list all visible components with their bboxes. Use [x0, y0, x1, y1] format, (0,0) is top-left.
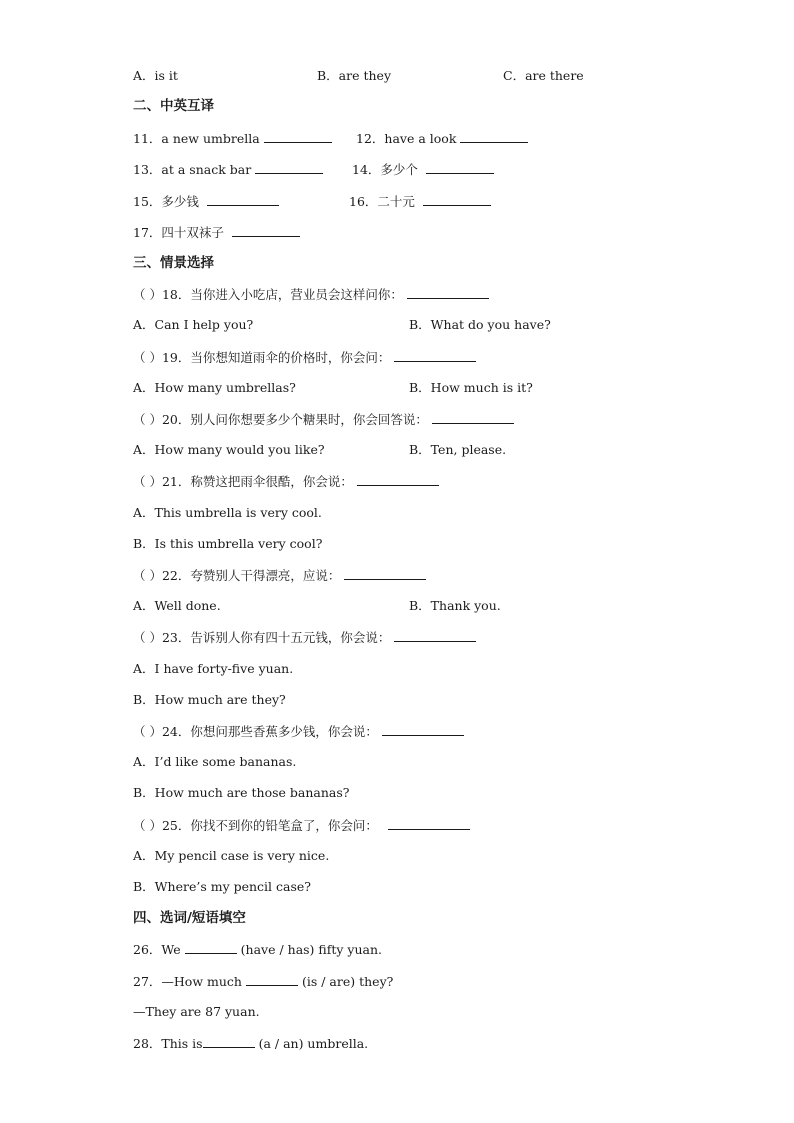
answer-blank[interactable]	[394, 349, 476, 362]
question-15	[133, 193, 279, 210]
answer-blank[interactable]	[357, 473, 439, 486]
choice-a: A．I’d like some bananas.	[133, 754, 297, 769]
choice-a: A．Can I help you?	[133, 317, 254, 332]
answer-blank[interactable]	[185, 941, 237, 954]
question-stem: 20．别人问你想要多少个糖果时，你会回答说：	[161, 412, 428, 427]
question-27	[133, 973, 393, 990]
question-stem: 19．当你想知道雨伞的价格时，你会问：	[161, 350, 391, 365]
question-21	[133, 473, 439, 490]
answer-blank[interactable]	[423, 193, 491, 206]
question-23	[133, 629, 476, 646]
choice-b: B．Thank you.	[409, 598, 501, 613]
question-12	[356, 130, 528, 147]
choice-a: A．My pencil case is very nice.	[133, 848, 330, 863]
question-18	[133, 286, 489, 303]
question-text: (have / has) fifty yuan.	[240, 942, 383, 957]
question-stem: 24．你想问那些香蕉多少钱，你会说：	[161, 724, 378, 739]
option-c: C．are there	[503, 68, 584, 83]
question-17	[133, 224, 300, 241]
question-stem: 25．你找不到你的铅笔盒了，你会问：	[161, 818, 378, 833]
answer-blank[interactable]	[255, 161, 323, 174]
choice-a: A．This umbrella is very cool.	[133, 505, 322, 520]
question-text: 16．二十元	[349, 194, 415, 209]
question-text: 27．—How much	[133, 974, 242, 989]
answer-paren[interactable]: （ ）	[133, 724, 162, 739]
question-16	[349, 193, 491, 210]
choice-b: B．Is this umbrella very cool?	[133, 536, 323, 551]
question-14	[352, 161, 494, 178]
answer-paren[interactable]: （ ）	[133, 630, 162, 645]
answer-blank[interactable]	[432, 411, 514, 424]
answer-paren[interactable]: （ ）	[133, 350, 162, 365]
answer-blank[interactable]	[232, 224, 300, 237]
choice-a: A．Well done.	[133, 598, 221, 613]
question-text: 12．have a look	[356, 131, 457, 146]
question-stem: 23．告诉别人你有四十五元钱，你会说：	[161, 630, 391, 645]
question-text: (is / are) they?	[301, 974, 394, 989]
choice-b: B．How much is it?	[409, 380, 533, 395]
question-text: 11．a new umbrella	[133, 131, 260, 146]
question-text: 13．at a snack bar	[133, 162, 252, 177]
choice-b: B．Where’s my pencil case?	[133, 879, 311, 894]
option-b: B．are they	[317, 68, 392, 83]
choice-b: B．How much are they?	[133, 692, 286, 707]
answer-blank[interactable]	[460, 130, 528, 143]
question-22	[133, 567, 426, 584]
answer-blank[interactable]	[246, 973, 298, 986]
choice-b: B．What do you have?	[409, 317, 551, 332]
answer-blank[interactable]	[388, 817, 470, 830]
question-text: 15．多少钱	[133, 194, 199, 209]
question-13	[133, 161, 323, 178]
answer-paren[interactable]: （ ）	[133, 818, 162, 833]
reply-text: —They are 87 yuan.	[133, 1004, 260, 1019]
choice-a: A．How many umbrellas?	[133, 380, 296, 395]
choice-a: A．I have forty-five yuan.	[133, 661, 294, 676]
answer-blank[interactable]	[344, 567, 426, 580]
question-26	[133, 941, 382, 958]
choice-a: A．How many would you like?	[133, 442, 325, 457]
section-title: 四、选词/短语填空	[133, 910, 246, 926]
answer-paren[interactable]: （ ）	[133, 474, 162, 489]
question-text: (a / an) umbrella.	[258, 1036, 369, 1051]
answer-blank[interactable]	[382, 723, 464, 736]
question-stem: 21．称赞这把雨伞很酷，你会说：	[161, 474, 353, 489]
question-text: 14．多少个	[352, 162, 418, 177]
section-title: 二、中英互译	[133, 98, 214, 114]
answer-blank[interactable]	[264, 130, 332, 143]
answer-blank[interactable]	[207, 193, 279, 206]
answer-blank[interactable]	[394, 629, 476, 642]
section-title: 三、情景选择	[133, 255, 214, 271]
choice-b: B．Ten, please.	[409, 442, 507, 457]
question-24	[133, 723, 464, 740]
question-stem: 22．夸赞别人干得漂亮，应说：	[161, 568, 341, 583]
answer-blank[interactable]	[426, 161, 494, 174]
answer-blank[interactable]	[203, 1035, 255, 1048]
question-20	[133, 411, 514, 428]
question-11	[133, 130, 332, 147]
question-28	[133, 1035, 368, 1052]
answer-blank[interactable]	[407, 286, 489, 299]
question-text: 28．This is	[133, 1036, 203, 1051]
question-19	[133, 349, 476, 366]
option-a: A．is it	[133, 68, 178, 83]
question-text: 17．四十双袜子	[133, 225, 224, 240]
question-stem: 18．当你进入小吃店，营业员会这样问你：	[161, 287, 403, 302]
answer-paren[interactable]: （ ）	[133, 412, 162, 427]
choice-b: B．How much are those bananas?	[133, 785, 350, 800]
answer-paren[interactable]: （ ）	[133, 568, 162, 583]
answer-paren[interactable]: （ ）	[133, 287, 162, 302]
question-text: 26．We	[133, 942, 181, 957]
question-25	[133, 817, 470, 834]
